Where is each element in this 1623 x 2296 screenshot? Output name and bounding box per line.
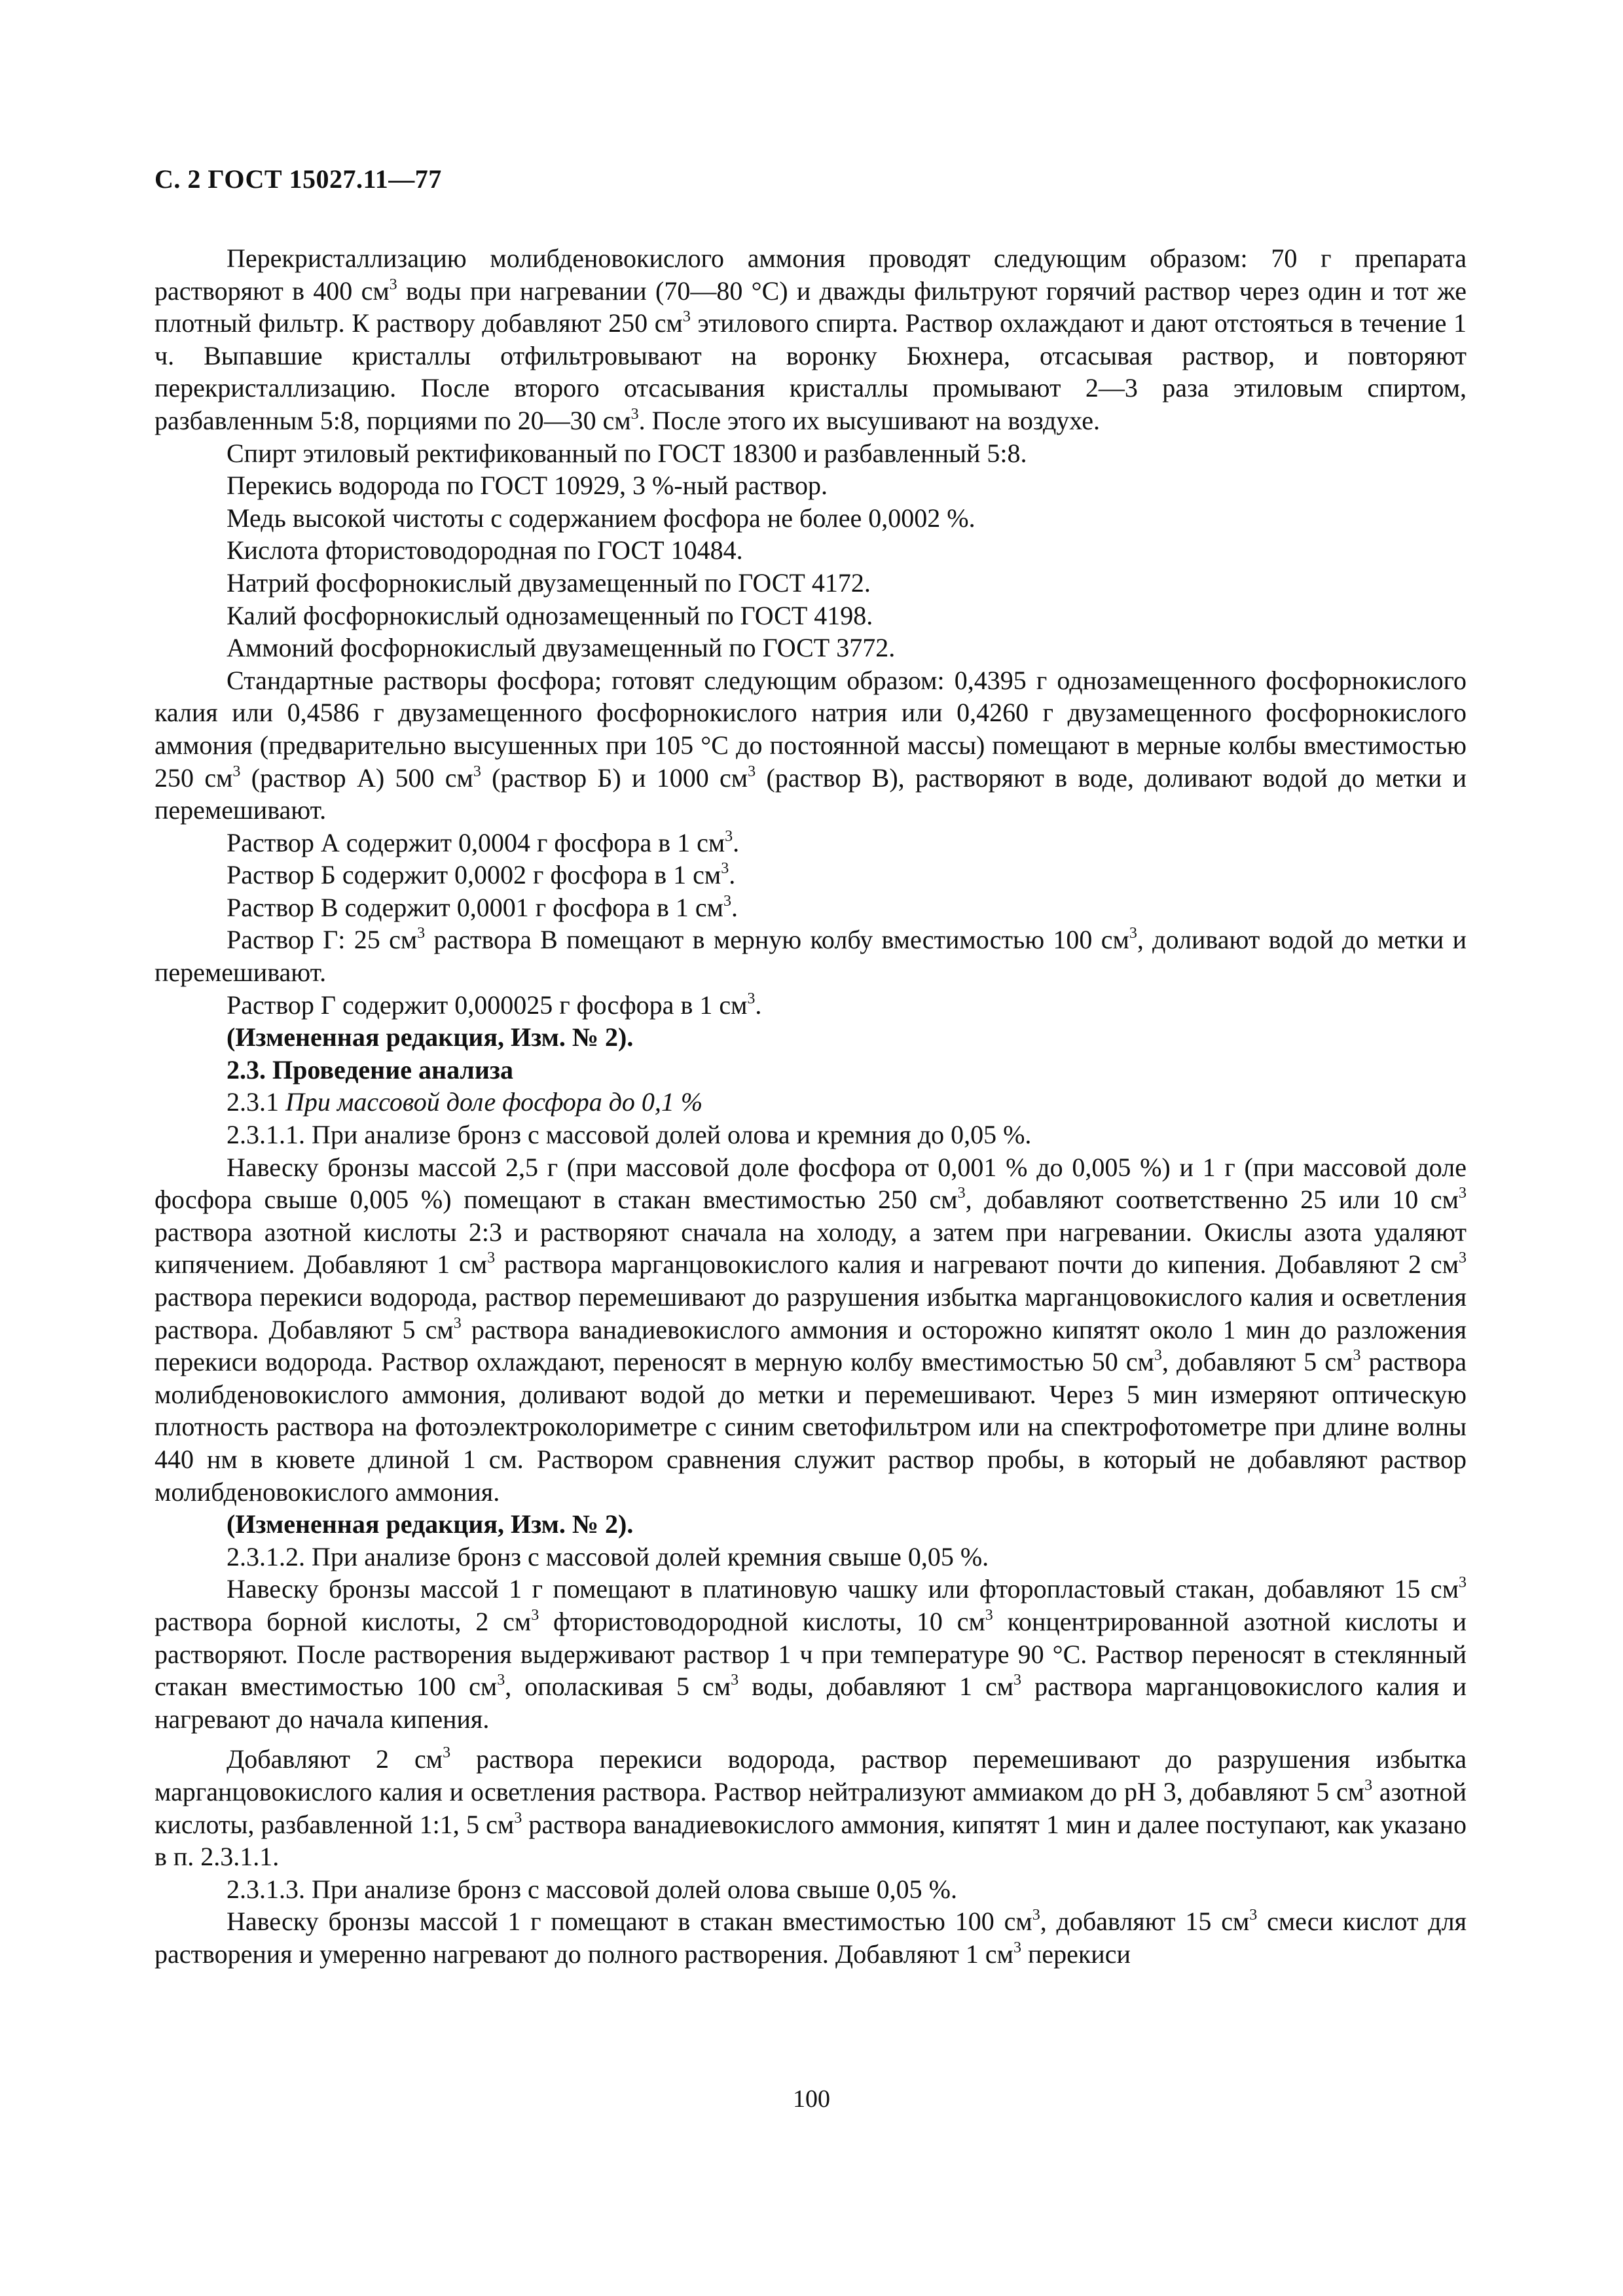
- amendment-note: (Измененная редакция, Изм. № 2).: [227, 1022, 634, 1052]
- solution-g-preparation: Раствор Г: 25 $см^3$ раствора В помещают в мерную колбу вместимостью 100 $см^3$, доливают водой до метки и перемешивают.: [155, 925, 1467, 988]
- reagent-item: Аммоний фосфорнокислый двузамещенный по ГОСТ 3772.: [227, 633, 896, 663]
- solution-v-line: Раствор В содержит 0,0001 г фосфора в 1 $см^3$.: [227, 892, 738, 922]
- solution-b-line: Раствор Б содержит 0,0002 г фосфора в 1 $см^3$.: [227, 860, 736, 890]
- subsection-2-3-1: 2.3.1 При массовой доле фосфора до 0,1 %: [227, 1087, 703, 1117]
- reagent-item: Калий фосфорнокислый однозамещенный по ГОСТ 4198.: [227, 600, 873, 630]
- paragraph-2-3-1-1-procedure: Навеску бронзы массой 2,5 г (при массовой доле фосфора от 0,001 % до 0,005 %) и 1 г (при массовой доле фосфора свыше 0,005 %) помещают в стакан вместимостью 250 $см^3$, добавляют соответственно 25 или 10 $см^3$ раствора азотной кислоты 2:3 и растворяют сначала на холоду, а затем при нагревании. Окислы азота удаляют кипячением. Добавляют 1 $см^3$ раствора марганцовокислого калия и нагревают почти до кипения. Добавляют 2 $см^3$ раствора перекиси водорода, раствор перемешивают до разрушения избытка марганцовокислого калия и осветления раствора. Добавляют 5 $см^3$ раствора ванадиевокислого аммония и осторожно кипятят около 1 мин до разложения перекиси водорода. Раствор охлаждают, переносят в мерную колбу вместимостью 50 $см^3$, добавляют 5 $см^3$ раствора молибденовокислого аммония, доливают водой до метки и перемешивают. Через 5 мин измеряют оптическую плотность раствора на фотоэлектроколориметре с синим светофильтром или на спектрофотометре при длине волны 440 нм в кювете длиной 1 см. Раствором сравнения служит раствор пробы, в который не добавляют раствор молибденовокислого аммония.: [155, 1152, 1467, 1507]
- reagent-item: Медь высокой чистоты с содержанием фосфора не более 0,0002 %.: [227, 503, 976, 533]
- paragraph-2-3-1-3-procedure: Навеску бронзы массой 1 г помещают в стакан вместимостью 100 $см^3$, добавляют 15 $см^3$ смеси кислот для растворения и умеренно нагревают до полного растворения. Добавляют 1 $см^3$ перекиси: [155, 1907, 1467, 1969]
- reagent-item: Перекись водорода по ГОСТ 10929, 3 %-ный раствор.: [227, 471, 828, 501]
- page-header: С. 2 ГОСТ 15027.11—77: [155, 164, 442, 194]
- amendment-note: (Измененная редакция, Изм. № 2).: [227, 1509, 634, 1539]
- solution-a-line: Раствор А содержит 0,0004 г фосфора в 1 $см^3$.: [227, 827, 740, 857]
- reagent-item: Натрий фосфорнокислый двузамещенный по ГОСТ 4172.: [227, 567, 871, 598]
- subsection-2-3-1-1: 2.3.1.1. При анализе бронз с массовой долей олова и кремния до 0,05 %.: [227, 1120, 1032, 1150]
- subsection-2-3-1-2: 2.3.1.2. При анализе бронз с массовой долей кремния свыше 0,05 %.: [227, 1541, 989, 1571]
- document-body: [155, 242, 1467, 1970]
- page-number: 100: [793, 2085, 830, 2113]
- reagent-item: Кислота фтористоводородная по ГОСТ 10484.: [227, 535, 743, 565]
- paragraph-standard-solutions: Стандартные растворы фосфора; готовят следующим образом: 0,4395 г однозамещенного фосфорнокислого калия или 0,4586 г двузамещенного фосфорнокислого натрия или 0,4260 г двузамещенного фосфорнокислого аммония (предварительно высушенных при 105 °С до постоянной массы) помещают в мерные колбы вместимостью 250 $см^3$ (раствор А) 500 $см^3$ (раствор Б) и 1000 $см^3$ (раствор В), растворяют в воде, доливают водой до метки и перемешивают.: [155, 665, 1467, 825]
- paragraph-recrystallization: Перекристаллизацию молибденовокислого аммония проводят следующим образом: 70 г препарата растворяют в 400 $см^3$ воды при нагревании (70—80 °С) и дважды фильтруют горячий раствор через один и тот же плотный фильтр. К раствору добавляют 250 $см^3$ этилового спирта. Раствор охлаждают и дают отстояться в течение 1 ч. Выпавшие кристаллы отфильтровывают на воронку Бюхнера, отсасывая раствор, и повторяют перекристаллизацию. После второго отсасывания кристаллы промывают 2—3 раза этиловым спиртом, разбавленным 5:8, порциями по 20—30 $см^3$. После этого их высушивают на воздухе.: [155, 243, 1467, 435]
- reagent-item: Спирт этиловый ректификованный по ГОСТ 18300 и разбавленный 5:8.: [227, 438, 1027, 468]
- paragraph-2-3-1-2-procedure: Навеску бронзы массой 1 г помещают в платиновую чашку или фторопластовый стакан, добавляют 15 $см^3$ раствора борной кислоты, 2 $см^3$ фтористоводородной кислоты, 10 $см^3$ концентрированной азотной кислоты и растворяют. После растворения выдерживают раствор 1 ч при температуре 90 °С. Раствор переносят в стеклянный стакан вместимостью 100 $см^3$, ополаскивая 5 $см^3$ воды, добавляют 1 $см^3$ раствора марганцовокислого калия и нагревают до начала кипения.: [155, 1574, 1467, 1734]
- solution-g-line: Раствор Г содержит 0,000025 г фосфора в 1 $см^3$.: [227, 990, 762, 1020]
- paragraph-2-3-1-2-continuation: Добавляют 2 $см^3$ раствора перекиси водорода, раствор перемешивают до разрушения избытка марганцовокислого калия и осветления раствора. Раствор нейтрализуют аммиаком до рН 3, добавляют 5 $см^3$ азотной кислоты, разбавленной 1:1, 5 $см^3$ раствора ванадиевокислого аммония, кипятят 1 мин и далее поступают, как указано в п. 2.3.1.1.: [155, 1744, 1467, 1872]
- section-heading-2-3: 2.3. Проведение анализа: [227, 1054, 513, 1085]
- subsection-2-3-1-3: 2.3.1.3. При анализе бронз с массовой долей олова свыше 0,05 %.: [227, 1874, 957, 1904]
